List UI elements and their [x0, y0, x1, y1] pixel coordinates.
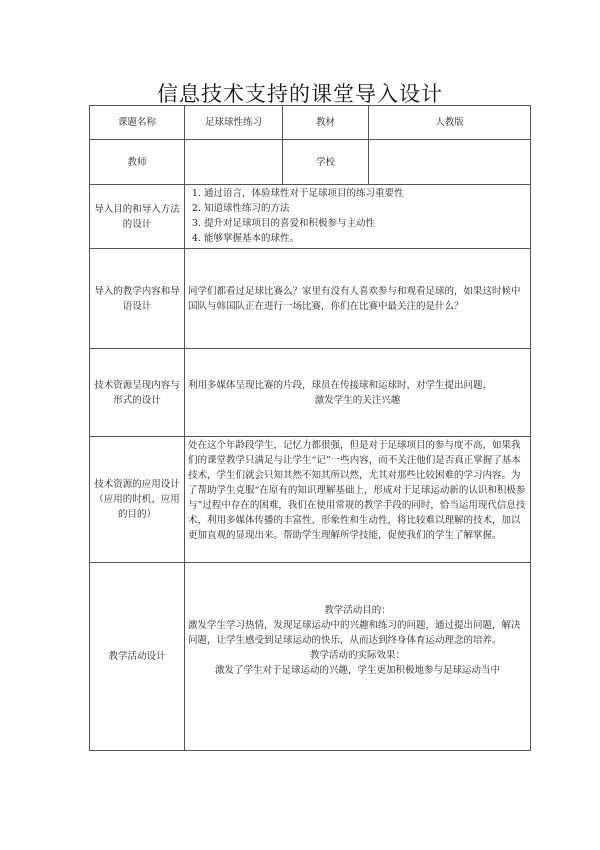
table-row — [90, 349, 531, 437]
table-row — [90, 249, 531, 349]
content-guide-label: 导入的教学内容和导语设计 — [90, 249, 185, 349]
topic-value: 足球球性练习 — [185, 106, 283, 140]
list-item: 4. 能够掌握基本的球性。 — [204, 231, 527, 246]
tech-form-line2: 激发学生的关注兴趣 — [314, 394, 401, 406]
topic-label: 课题名称 — [90, 106, 185, 140]
list-item: 2. 知道球性练习的方法 — [204, 201, 527, 216]
activity-goal-text: 激发学生学习热情，发现足球运动中的兴趣和练习的问题，通过提出问题，解决问题，让学生感受到足球运动的快乐，从而达到终身体育运动理念的培养。 — [188, 620, 521, 646]
table-row — [90, 437, 531, 563]
page-title: 信息技术支持的课堂导入设计 — [157, 82, 443, 106]
textbook-value: 人教版 — [369, 106, 531, 140]
tech-app-text: 处在这个年龄段学生，记忆力都很强，但是对于足球项目的参与度不高，如果我们的课堂教学只满足与让学生“记”一些内容，而不关注他们是否真正掌握了基本技术，学生们就会只知其然不知其所以然，尤其对那些比较困难的学习内容。为了帮助学生克服“在原有的知识理解基础上，形成对于足球运动新的认识和积极参与”过程中存在的困难，我们在使用常规的教学手段的同时，恰当运用现代信息技术，利用多媒体传播的丰富性、形象性和生动性，将比较难以理解的技术，加以更加直观的显现出来。帮助学生理解所学技能，促使我们的学生了解掌握。 — [185, 437, 531, 563]
tech-form-label: 技术资源呈现内容与形式的设计 — [90, 349, 185, 437]
purpose-content — [185, 185, 531, 249]
table-row — [90, 106, 531, 140]
teacher-label: 教师 — [90, 140, 185, 185]
school-value — [369, 140, 531, 185]
purpose-list — [188, 186, 527, 246]
activity-effect-text: 激发了学生对于足球运动的兴趣，学生更加积极地参与足球运动当中 — [214, 665, 500, 676]
table-row — [90, 185, 531, 249]
activity-label: 教学活动设计 — [90, 563, 185, 751]
activity-effect-title: 教学活动的实际效果： — [309, 650, 405, 661]
content-guide-text: 同学们都看过足球比赛么？家里有没有人喜欢参与和观看足球的，如果这时候中国队与韩国队正在进行一场比赛，你们在比赛中最关注的是什么？ — [185, 249, 531, 349]
list-item: 1. 通过语言，体验球性对于足球项目的练习重要性 — [204, 186, 527, 201]
tech-app-label: 技术资源的应用设计（应用的时机、应用的目的） — [90, 437, 185, 563]
school-label: 学校 — [283, 140, 369, 185]
textbook-label: 教材 — [283, 106, 369, 140]
table-row — [90, 140, 531, 185]
design-table — [89, 105, 531, 751]
table-row — [90, 563, 531, 751]
activity-content — [185, 563, 531, 751]
purpose-label: 导入目的和导入方法的设计 — [90, 185, 185, 249]
tech-form-line1: 利用多媒体呈现比赛的片段，球员在传接球和运球时，对学生提出问题， — [188, 379, 493, 391]
activity-goal-title: 教学活动目的： — [324, 605, 391, 616]
teacher-value — [185, 140, 283, 185]
tech-form-content — [185, 349, 531, 437]
list-item: 3. 提升对足球项目的喜爱和积极参与主动性 — [204, 216, 527, 231]
